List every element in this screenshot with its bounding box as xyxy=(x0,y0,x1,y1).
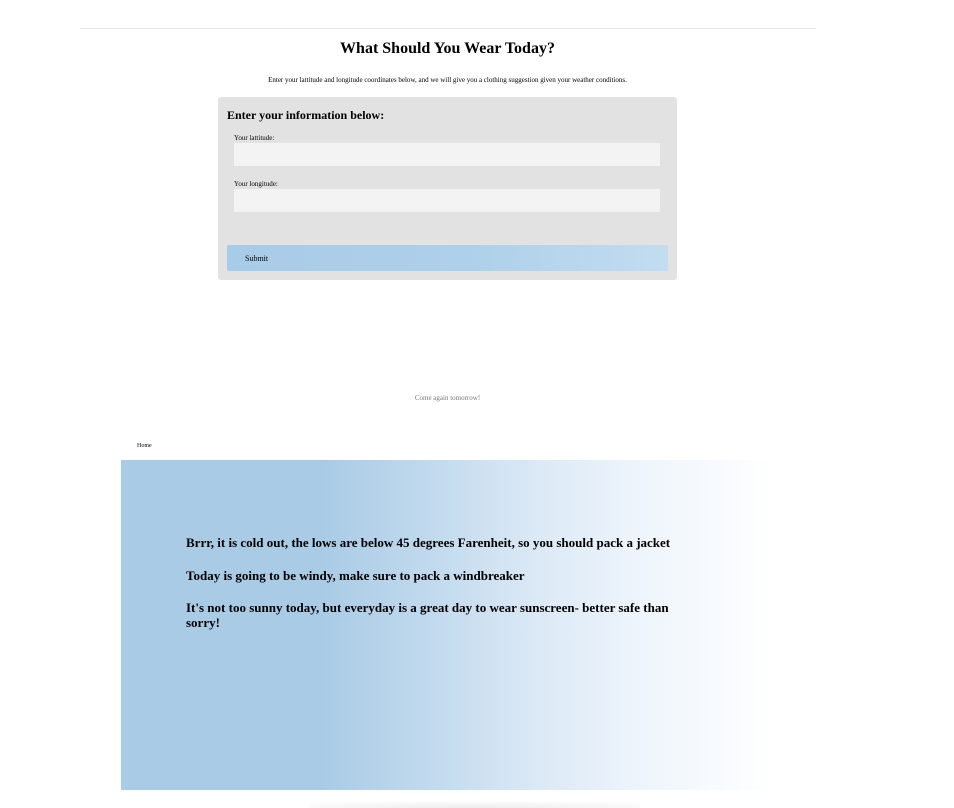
result-sunscreen: It's not too sunny today, but everyday is a great day to wear sunscreen- better safe than sorry! xyxy=(186,600,669,630)
home-link[interactable]: Home xyxy=(137,443,152,449)
page-title: What Should You Wear Today? xyxy=(340,40,555,57)
latitude-input[interactable] xyxy=(234,143,660,166)
form-heading: Enter your information below: xyxy=(227,108,385,122)
result-windy: Today is going to be windy, make sure to pack a windbreaker xyxy=(186,568,525,583)
footer-note: Come again tomorrow! xyxy=(414,394,481,402)
bottom-shadow xyxy=(310,802,640,808)
longitude-input[interactable] xyxy=(234,189,660,212)
coordinates-form xyxy=(218,97,677,280)
result-cold: Brrr, it is cold out, the lows are below 45 degrees Farenheit, so you should pack a jacket xyxy=(186,535,671,550)
intro-text: Enter your lattitude and longitude coordinates below, and we will give you a clothing suggestion given your weather conditions. xyxy=(268,76,627,84)
results-panel xyxy=(121,460,773,790)
longitude-label: Your longitude: xyxy=(234,180,278,188)
submit-button[interactable]: Submit xyxy=(227,245,668,271)
top-divider xyxy=(80,28,816,29)
latitude-label: Your lattitude: xyxy=(234,134,275,142)
